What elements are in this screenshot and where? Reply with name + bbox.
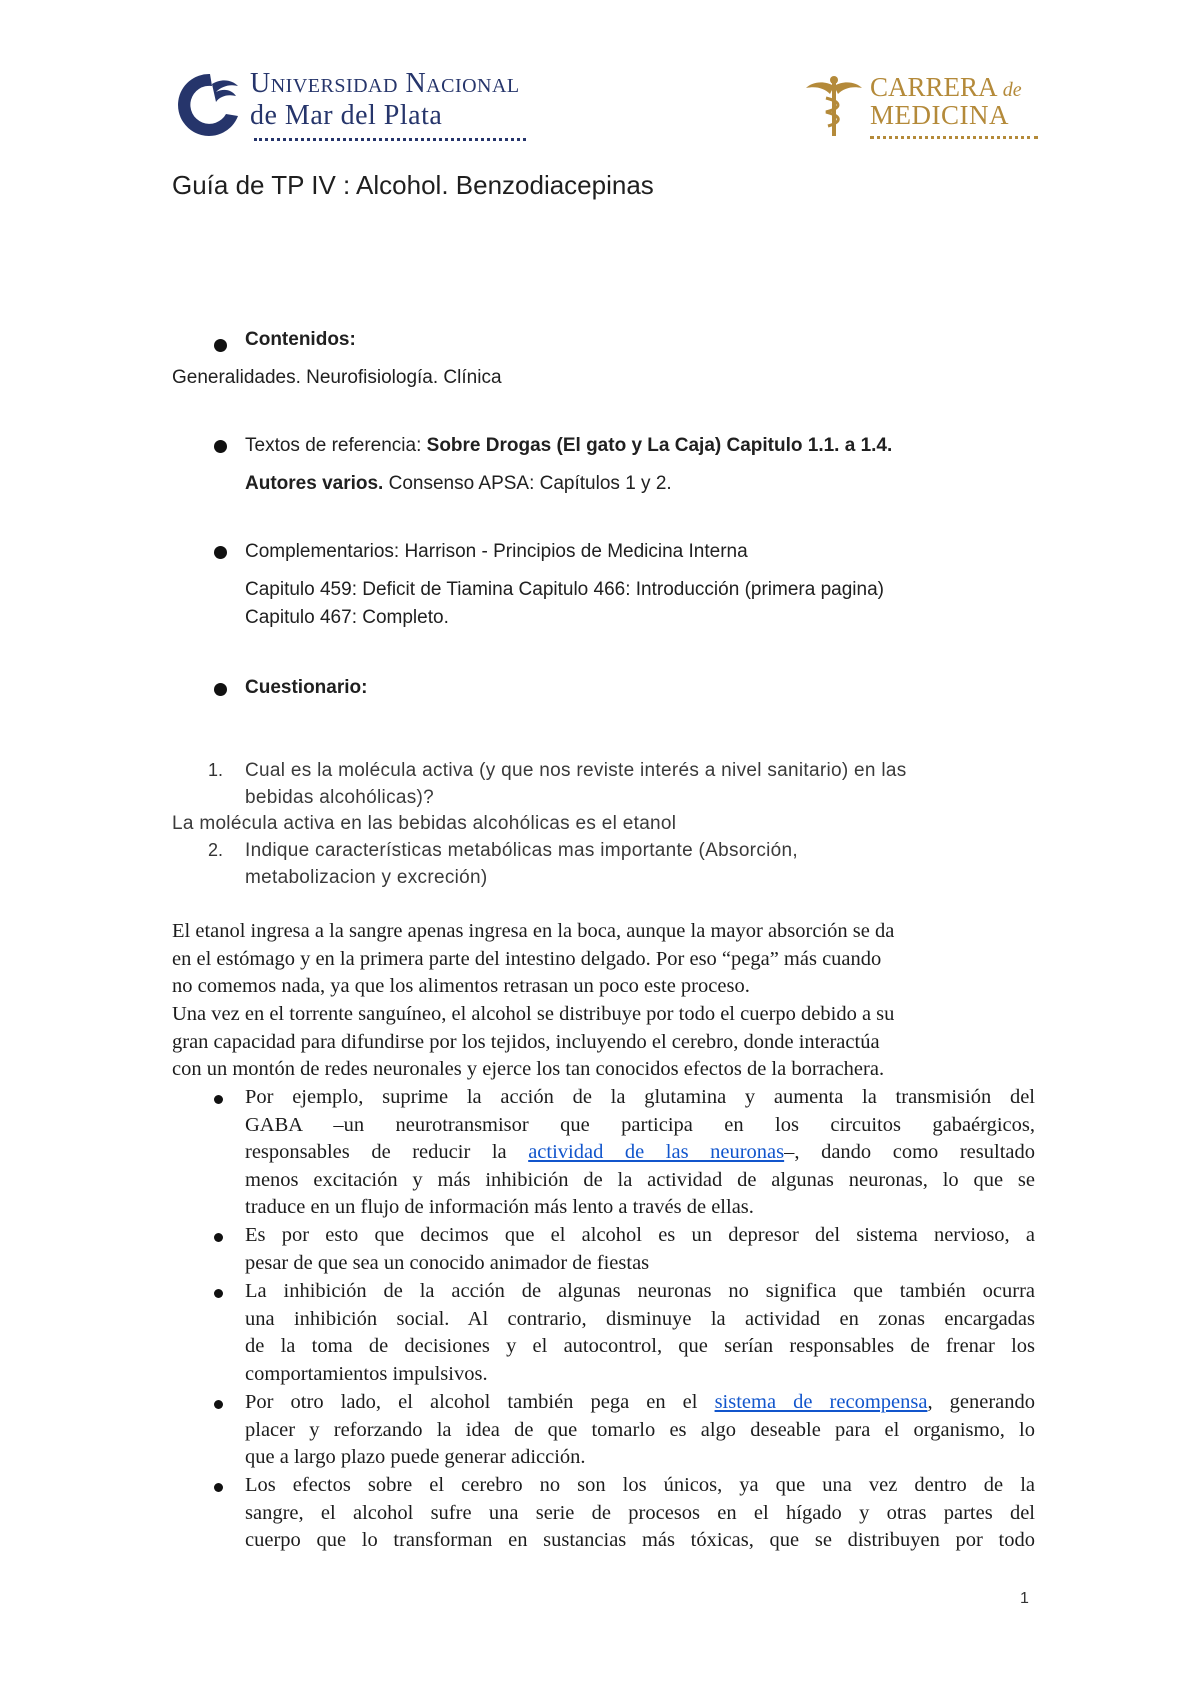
body-bullet-4 [245,1389,1035,1472]
actividad-neuronas-link[interactable]: actividad de las neuronas [528,1141,785,1164]
bullet-icon [214,1095,223,1104]
career-divider [870,136,1038,139]
question-2 [245,837,798,891]
body-paragraph-1 [172,918,894,1001]
bullet-line [245,1389,1035,1417]
page-number: 1 [1020,1590,1029,1607]
textos-line1 [245,432,892,460]
paragraph-line: no comemos nada, ya que los alimentos retrasan un poco este proceso. [172,975,750,998]
university-name-line2: de Mar del Plata [250,100,443,131]
question-number: 1. [208,760,224,780]
bullet-line: sangre, el alcohol sufre una serie de procesos en el hígado y otras partes del [245,1501,1035,1524]
question-number: 2. [208,840,224,860]
paragraph-line: Una vez en el torrente sanguíneo, el alcohol se distribuye por todo el cuerpo debido a su [172,1003,895,1025]
bullet-line: que a largo plazo puede generar adicción. [245,1446,586,1469]
paragraph-line: gran capacidad para difundirse por los tejidos, incluyendo el cerebro, donde interactúa [172,1030,880,1053]
university-logo [172,66,542,146]
caduceus-icon [804,76,864,138]
bullet-text: , generando [927,1391,1036,1413]
bullet-icon [214,1233,223,1242]
body-bullet-2 [245,1222,1035,1277]
bullet-line: traduce en un flujo de información más lento a través de ellas. [245,1196,754,1219]
career-word: CARRERA [870,72,997,102]
bullet-icon [214,1483,223,1492]
bullet-icon [214,683,227,696]
bullet-icon [214,1289,223,1298]
textos-line2 [245,470,672,498]
bullet-line: pesar de que sea un conocido animador de fiestas [245,1251,650,1274]
bullet-line: menos excitación y más inhibición de la actividad de algunas neuronas, lo que se [245,1168,1035,1191]
cuestionario-label: Cuestionario: [245,677,368,698]
bullet-line: cuerpo que lo transforman en sustancias más tóxicas, que se distribuyen por todo [245,1529,1035,1552]
textos-label: Textos de referencia: [245,435,427,456]
question-2-line1: Indique características metabólicas mas importante (Absorción, [245,840,798,861]
bullet-icon [214,546,227,559]
body-bullet-1 [245,1084,1035,1222]
textos-consenso: Consenso APSA: Capítulos 1 y 2. [383,473,672,494]
contenidos-label: Contenidos: [245,329,356,350]
textos-bold-ref: Sobre Drogas (El gato y La Caja) Capitulo 1.1. a 1.4. [426,435,893,456]
bullet-icon [214,1400,223,1409]
bullet-line: de la toma de decisiones y el autocontrol, que serían responsables de frenar los [245,1335,1035,1358]
question-1 [245,757,907,811]
bullet-line [245,1139,1035,1167]
paragraph-line: con un montón de redes neuronales y ejerce los tan conocidos efectos de la borrachera. [172,1058,885,1081]
paragraph-line: El etanol ingresa a la sangre apenas ingresa en la boca, aunque la mayor absorción se da [172,920,895,942]
complementarios-line3: Capitulo 467: Completo. [245,607,449,628]
question-1-line1: Cual es la molécula activa (y que nos reviste interés a nivel sanitario) en las [245,760,907,781]
question-1-line2: bebidas alcohólicas)? [245,787,435,808]
answer-1: La molécula activa en las bebidas alcohólicas es el etanol [172,813,677,834]
page-title: Guía de TP IV : Alcohol. Benzodiacepinas [172,170,654,200]
body-bullet-5 [245,1472,1035,1555]
body-paragraph-2 [172,1001,894,1084]
university-emblem-icon [172,70,242,140]
bullet-icon [214,440,227,453]
complementarios-line1: Complementarios: Harrison - Principios de Medicina Interna [245,541,748,562]
paragraph-line: en el estómago y en la primera parte del intestino delgado. Por eso “pega” más cuando [172,947,882,970]
bullet-line: Por ejemplo, suprime la acción de la glutamina y aumenta la transmisión del [245,1086,1035,1108]
career-name-line2: MEDICINA [870,100,1009,130]
bullet-line: una inhibición social. Al contrario, disminuye la actividad en zonas encargadas [245,1307,1035,1330]
bullet-line: Es por esto que decimos que el alcohol es un depresor del sistema nervioso, a [245,1224,1035,1246]
career-name-line1 [870,72,1022,103]
university-divider [254,138,526,141]
bullet-line: GABA –un neurotransmisor que participa en los circuitos gabaérgicos, [245,1113,1035,1136]
bullet-line: Los efectos sobre el cerebro no son los únicos, ya que una vez dentro de la [245,1474,1035,1496]
bullet-icon [214,339,227,352]
career-logo [804,72,1040,142]
bullet-text: –, dando como resultado [784,1141,1035,1164]
bullet-line: placer y reforzando la idea de que tomarlo es algo deseable para el organismo, lo [245,1418,1035,1441]
bullet-line: comportamientos impulsivos. [245,1362,488,1385]
career-preposition: de [1002,79,1022,101]
textos-authors: Autores varios. [245,473,384,494]
complementarios-line2: Capitulo 459: Deficit de Tiamina Capitulo 466: Introducción (primera pagina) [245,579,884,600]
bullet-text: Por otro lado, el alcohol también pega en el [245,1391,715,1413]
contenidos-text: Generalidades. Neurofisiología. Clínica [172,367,502,388]
question-2-line2: metabolizacion y excreción) [245,867,488,888]
sistema-recompensa-link[interactable]: sistema de recompensa [714,1391,928,1413]
body-bullet-3 [245,1278,1035,1388]
bullet-line: La inhibición de la acción de algunas neuronas no significa que también ocurra [245,1280,1035,1302]
university-name-line1: Universidad Nacional [250,68,520,99]
bullet-text: responsables de reducir la [245,1141,529,1164]
